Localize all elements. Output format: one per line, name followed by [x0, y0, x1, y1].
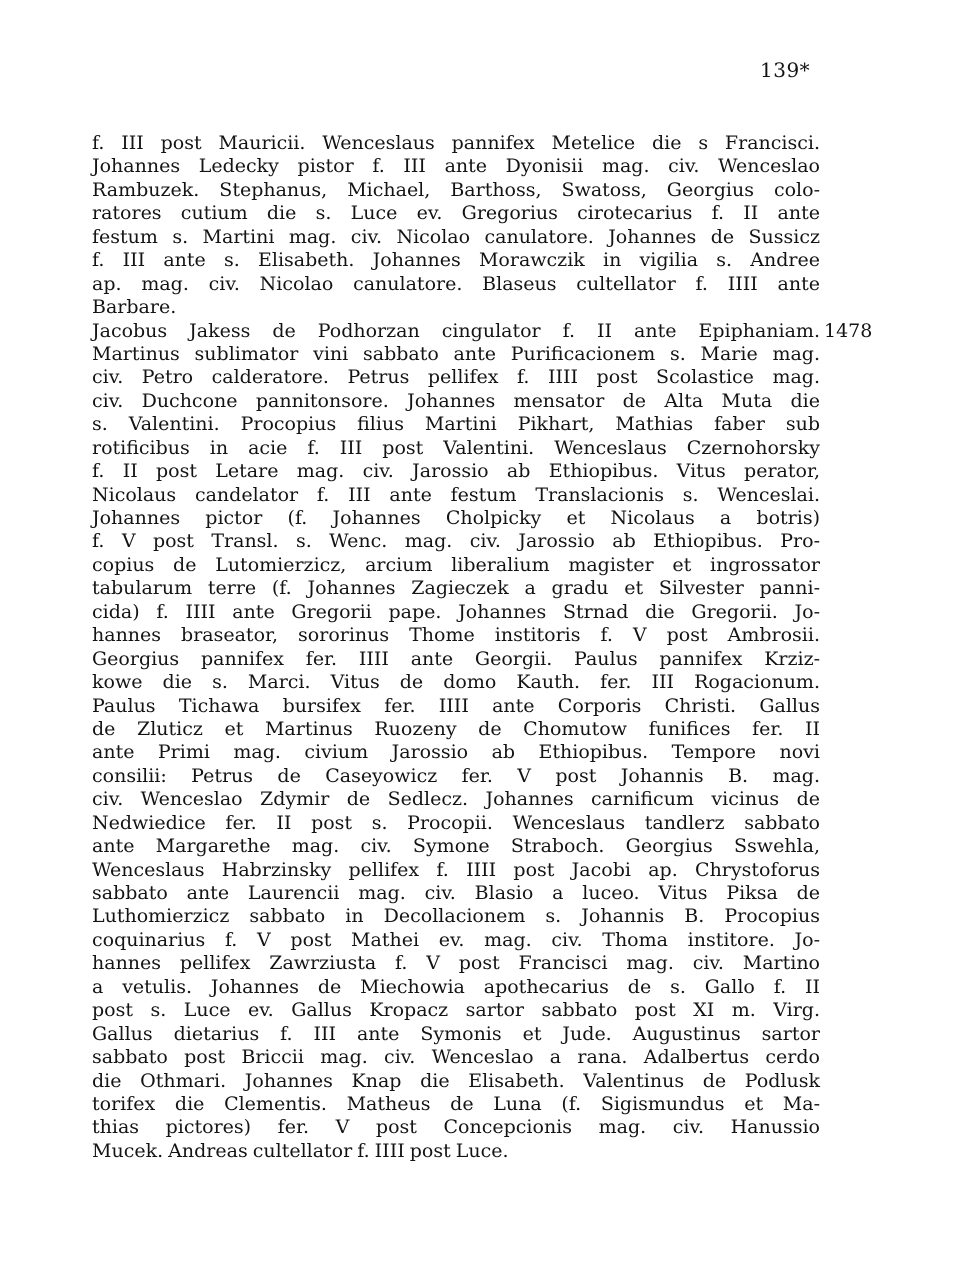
text-line: f. V post Transl. s. Wenc. mag. civ. Jarossio ab Ethiopibus. Pro- [92, 530, 820, 553]
page-number: 139* [760, 58, 811, 82]
text-line: civ. Duchcone pannitonsore. Johannes mensator de Alta Muta die [92, 389, 820, 412]
text-line: kowe die s. Marci. Vitus de domo Kauth. fer. III Rogacionum. [92, 671, 820, 694]
text-line: Johannes pictor (f. Johannes Cholpicky et Nicolaus a botris) [92, 507, 820, 529]
text-line: Mucek. Andreas cultellator f. IIII post Luce. [92, 1139, 509, 1162]
text-line: a vetulis. Johannes de Miechowia apothecarius de s. Gallo f. II [92, 975, 820, 998]
text-line: coquinarius f. V post Mathei ev. mag. civ. Thoma institore. Jo- [92, 928, 820, 951]
text-line: Martinus sublimator vini sabbato ante Purificacionem s. Marie mag. [92, 342, 820, 365]
text-line: hannes pellifex Zawrziusta f. V post Francisci mag. civ. Martino [92, 952, 820, 975]
text-line: sabbato ante Laurencii mag. civ. Blasio a luceo. Vitus Piksa de [92, 882, 820, 904]
text-line: torifex die Clementis. Matheus de Luna (f. Sigismundus et Ma- [92, 1092, 820, 1115]
text-line: Johannes Ledecky pistor f. III ante Dyonisii mag. civ. Wenceslao [92, 155, 820, 178]
text-line: Rambuzek. Stephanus, Michael, Barthoss, Swatoss, Georgius colo- [92, 178, 820, 201]
text-line: festum s. Martini mag. civ. Nicolao canulatore. Johannes de Sussicz [92, 225, 820, 248]
text-line: ap. mag. civ. Nicolao canulatore. Blaseus cultellator f. IIII ante [92, 272, 820, 295]
text-line: Nicolaus candelator f. III ante festum Translacionis s. Wenceslai. [92, 483, 820, 506]
margin-year-note: 1478 [824, 319, 873, 342]
text-line: consilii: Petrus de Caseyowicz fer. V post Johannis B. mag. [92, 764, 820, 787]
text-line: ante Primi mag. civium Jarossio ab Ethiopibus. Tempore novi [92, 741, 820, 764]
text-line: cida) f. IIII ante Gregorii pape. Johannes Strnad die Gregorii. Jo- [92, 600, 820, 623]
text-line: s. Valentini. Procopius filius Martini Pikhart, Mathias faber sub [92, 413, 820, 436]
text-line: Wenceslaus Habrzinsky pellifex f. IIII post Jacobi ap. Chrystoforus [92, 858, 820, 881]
text-line: Jacobus Jakess de Podhorzan cingulator f. II ante Epiphaniam. [92, 319, 820, 342]
text-line: hannes braseator, sororinus Thome institoris f. V post Ambrosii. [92, 624, 820, 647]
text-line: sabbato post Briccii mag. civ. Wenceslao a rana. Adalbertus cerdo [92, 1046, 820, 1069]
text-line: f. III ante s. Elisabeth. Johannes Morawczik in vigilia s. Andree [92, 249, 820, 272]
text-line: ratores cutium die s. Luce ev. Gregorius cirotecarius f. II ante [92, 202, 820, 225]
text-line: thias pictores) fer. V post Concepcionis mag. civ. Hanussio [92, 1116, 820, 1139]
text-line: tabularum terre (f. Johannes Zagieczek a gradu et Silvester panni- [92, 577, 820, 600]
text-line: civ. Wenceslao Zdymir de Sedlecz. Johannes carnificum vicinus de [92, 788, 820, 811]
text-line: civ. Petro calderatore. Petrus pellifex f. IIII post Scolastice mag. [92, 366, 820, 389]
text-line: f. II post Letare mag. civ. Jarossio ab Ethiopibus. Vitus perator, [92, 460, 820, 483]
text-line: Barbare. [92, 296, 177, 319]
text-line: Luthomierzicz sabbato in Decollacionem s. Johannis B. Procopius [92, 905, 820, 928]
text-line: Gallus dietarius f. III ante Symonis et Jude. Augustinus sartor [92, 1022, 820, 1045]
text-line: Georgius pannifex fer. IIII ante Georgii. Paulus pannifex Krziz- [92, 647, 820, 670]
text-line: die Othmari. Johannes Knap die Elisabeth. Valentinus de Podlusk [92, 1069, 820, 1092]
text-line: copius de Lutomierzicz, arcium liberalium magister et ingrossator [92, 553, 820, 576]
text-line: post s. Luce ev. Gallus Kropacz sartor sabbato post XI m. Virg. [92, 999, 820, 1022]
text-line: f. III post Mauricii. Wenceslaus pannifex Metelice die s Francisci. [92, 132, 820, 154]
body-text [92, 132, 820, 1163]
text-line: ante Margarethe mag. civ. Symone Straboch. Georgius Sswehla, [92, 835, 820, 858]
text-line: de Zluticz et Martinus Ruozeny de Chomutow funifices fer. II [92, 717, 820, 740]
text-line: Nedwiedice fer. II post s. Procopii. Wenceslaus tandlerz sabbato [92, 811, 820, 834]
text-line: rotificibus in acie f. III post Valentini. Wenceslaus Czernohorsky [92, 436, 820, 459]
text-line: Paulus Tichawa bursifex fer. IIII ante Corporis Christi. Gallus [92, 694, 820, 717]
